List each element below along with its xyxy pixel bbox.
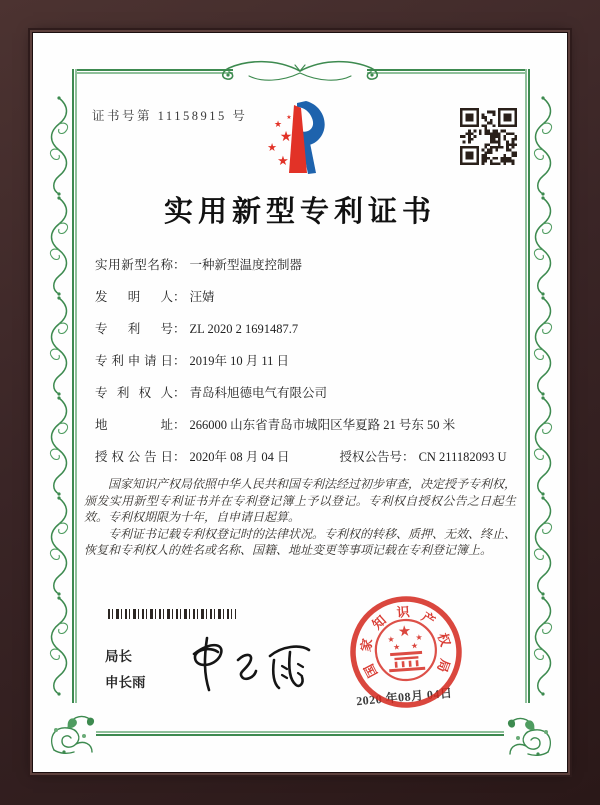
svg-text:★: ★ <box>267 141 277 154</box>
colon: ： <box>173 322 186 336</box>
field-row-grant <box>95 448 515 467</box>
seal-char: 识 <box>396 604 411 621</box>
seal-date: 2020 年08月 04日 <box>355 685 453 709</box>
certificate-number: 证书号第 11158915 号 <box>92 109 248 123</box>
svg-text:★: ★ <box>286 114 292 121</box>
director-name: 申长雨 <box>105 675 146 690</box>
seal-char: 产 <box>418 608 438 629</box>
colon: ： <box>173 450 186 464</box>
field-value-patentee: 青岛科旭德电气有限公司 <box>189 386 328 400</box>
legal-paragraph-2: 专利证书记载专利权登记时的法律状况。专利权的转移、质押、无效、终止、恢复和专利权人的姓名或名称、国籍、地址变更等事项记载在专利登记簿上。 <box>84 526 517 557</box>
svg-text:★: ★ <box>397 621 412 641</box>
field-value-grant-number: CN 211182093 U <box>418 450 507 464</box>
field-label: 专利号 <box>95 322 173 336</box>
border-bottom-line <box>96 731 504 736</box>
bottom-right-floral-ornament <box>504 710 558 758</box>
field-row-name <box>95 256 515 275</box>
cnipa-official-seal <box>342 588 470 716</box>
bottom-left-floral-ornament <box>44 708 98 756</box>
seal-char: 局 <box>434 657 453 675</box>
svg-text:★: ★ <box>392 642 401 652</box>
colon: ： <box>173 290 186 304</box>
colon: ： <box>173 258 186 272</box>
colon: ： <box>173 418 186 432</box>
svg-text:★: ★ <box>277 154 289 169</box>
seal-char: 家 <box>358 637 376 653</box>
right-scrollwork-ornament <box>528 96 558 696</box>
legal-paragraph-1: 国家知识产权局依照中华人民共和国专利法经过初步审查，决定授予专利权，颁发实用新型专利证书并在专利登记簿上予以登记。专利权自授权公告之日起生效。专利权期限为十年，自申请日起算。 <box>84 477 517 524</box>
certificate-fields <box>95 256 515 480</box>
field-label: 专利申请日 <box>95 354 173 368</box>
field-label: 实用新型名称 <box>95 258 173 272</box>
field-value-address: 266000 山东省青岛市城阳区华夏路 21 号东 50 米 <box>189 418 456 432</box>
svg-text:★: ★ <box>410 641 419 651</box>
seal-char: 知 <box>369 612 390 633</box>
field-row-patent-number <box>95 320 515 339</box>
svg-text:★: ★ <box>273 120 283 130</box>
field-value-inventor: 汪婧 <box>189 290 215 304</box>
certificate-title: 实用新型专利证书 <box>163 196 436 228</box>
field-label: 授权公告日 <box>95 450 173 464</box>
barcode <box>108 609 236 619</box>
colon: ： <box>402 450 415 464</box>
qr-code <box>460 108 517 165</box>
field-value-patent-number: ZL 2020 2 1691487.7 <box>189 322 299 336</box>
svg-text:★: ★ <box>415 632 423 643</box>
field-value-utility-model-name: 一种新型温度控制器 <box>189 258 303 272</box>
field-label: 专利权人 <box>95 386 173 400</box>
field-row-address <box>95 416 515 435</box>
field-row-patentee <box>95 384 515 403</box>
legal-text <box>84 476 516 559</box>
director-title: 局长 <box>105 649 132 664</box>
director-signature <box>182 630 312 696</box>
svg-text:★: ★ <box>279 129 293 145</box>
field-row-inventor <box>95 288 515 307</box>
field-value-grant-date: 2020年 08 月 04 日 <box>189 450 290 464</box>
colon: ： <box>173 354 186 368</box>
director-block <box>105 644 146 696</box>
svg-text:★: ★ <box>387 634 395 645</box>
seal-char: 国 <box>361 661 381 681</box>
left-scrollwork-ornament <box>44 96 74 696</box>
field-label: 发明人 <box>95 290 173 304</box>
field-row-filing-date <box>95 352 515 371</box>
field-label: 地址 <box>95 418 173 432</box>
colon: ： <box>173 386 186 400</box>
field-label: 授权公告号 <box>339 450 403 464</box>
cnipa-logo-icon <box>261 101 327 177</box>
seal-char: 权 <box>434 631 454 649</box>
top-flourish-ornament <box>215 54 385 88</box>
field-value-filing-date: 2019年 10 月 11 日 <box>189 354 290 368</box>
